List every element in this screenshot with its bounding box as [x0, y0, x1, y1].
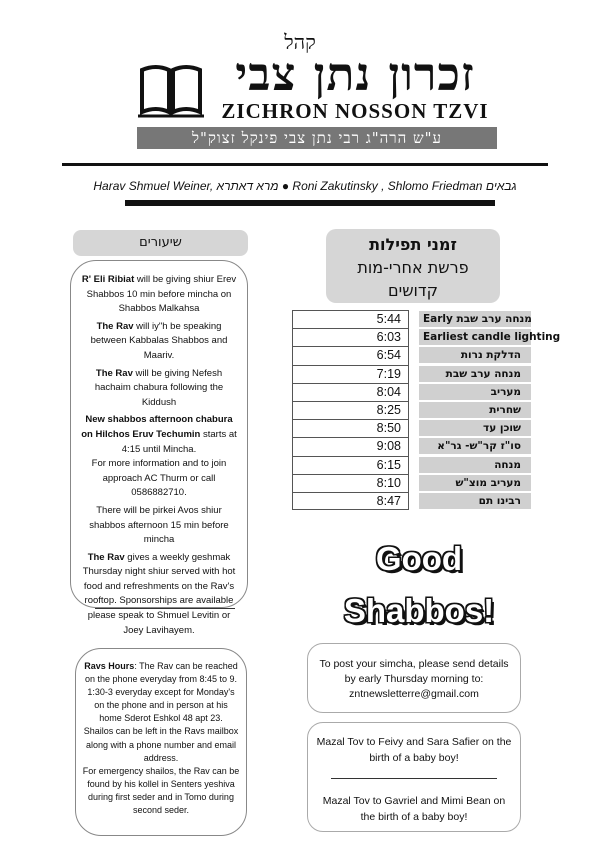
shiurim-box: [70, 260, 248, 636]
ravs-hours-intro: Ravs Hours: The Rav can be reached on the phone everyday from 8:45 to 9.: [84, 661, 238, 685]
greeting-line: Shabbos!: [343, 592, 495, 629]
zmanim-time: 8:10: [292, 474, 409, 492]
shiur-item: The Rav will iy"h be speaking between Kabbalas Shabbos and Maariv.: [90, 320, 228, 361]
zmanim-time: 8:25: [292, 401, 409, 419]
zmanim-row: [292, 437, 536, 455]
zmanim-label: מעריב מוצ"ש: [419, 475, 531, 491]
zmanim-row: [292, 419, 536, 437]
shiur-item: New shabbos afternoon chabura on Hilchos Eruv Techumin starts at 4:15 until Mincha.: [81, 414, 237, 455]
zmanim-label: Early מנחה ערב שבת: [419, 311, 531, 327]
zmanim-label: מנחה ערב שבת: [419, 366, 531, 382]
zmanim-title: זמני תפילות: [369, 235, 457, 254]
shiur-item: The Rav gives a weekly geshmak Thursday night shiur served with hot food and refreshments on the Rav's rooftop. Sponsorships are available please speak to Shmuel Levitin or Joey Lavihayem.: [82, 551, 236, 636]
zmanim-row: [292, 328, 561, 346]
zmanim-label: Earliest candle lighting: [419, 329, 531, 345]
parsha-name-cont: קדושים: [388, 281, 438, 300]
zmanim-label: שחרית: [419, 402, 531, 418]
ravs-hours-box: [75, 648, 247, 836]
zmanim-label: מעריב: [419, 384, 531, 400]
zmanim-row: [292, 474, 536, 492]
zmanim-label: הדלקת נרות: [419, 347, 531, 363]
zmanim-row: [292, 383, 536, 401]
zmanim-label: מנחה: [419, 457, 531, 473]
post-simcha-text: To post your simcha, please send details by early Thursday morning to: zntnewsletterre@gmail.com: [319, 658, 509, 700]
zmanim-label: סו"ז קר"ש- גר"א: [419, 438, 531, 454]
gabbaim-line: Harav Shmuel Weiner, מרא דאתרא ● Roni Zakutinsky , Shlomo Friedman גבאים: [93, 179, 517, 193]
zmanim-time: 9:08: [292, 437, 409, 455]
open-book-icon: [138, 58, 204, 118]
parsha-name: פרשת אחרי-מות: [357, 258, 469, 277]
english-title: ZICHRON NOSSON TZVI: [221, 99, 489, 123]
ravs-hours-line: For emergency shailos, the Rav can be found by his kollel in Senters yeshiva during first seder and in Tomo during second seder.: [82, 765, 240, 816]
dedication-banner: ע"ש הרה"ג רבי נתן צבי פינקל זצוק"ל: [137, 127, 497, 149]
mazal-tov-item: Mazal Tov to Feivy and Sara Safier on the birth of a baby boy!: [316, 736, 512, 764]
shiur-item: There will be pirkei Avos shiur shabbos afternoon 15 min before mincha: [89, 504, 229, 546]
good-shabbos-greeting: [300, 533, 538, 637]
mazal-tov-divider: [331, 778, 497, 779]
shiur-item: The Rav will be giving Nefesh hachaim chabura following the Kiddush: [94, 367, 224, 408]
hebrew-title: זכרון נתן צבי: [235, 47, 475, 101]
zmanim-time: 8:50: [292, 419, 409, 437]
zmanim-row: [292, 346, 536, 364]
zmanim-label: רבינו תם: [419, 493, 531, 509]
zmanim-time: 6:03: [292, 328, 409, 346]
zmanim-row: [292, 365, 536, 383]
greeting-line: Good: [375, 540, 463, 577]
thick-divider: [125, 200, 495, 206]
mazal-tov-item: Mazal Tov to Gavriel and Mimi Bean on the birth of a baby boy!: [322, 795, 506, 823]
zmanim-row: [292, 310, 536, 328]
mazal-tov-box: [307, 722, 521, 832]
kahal-label: קהל: [284, 30, 316, 54]
zmanim-time: 7:19: [292, 365, 409, 383]
zmanim-header: [326, 229, 500, 303]
zmanim-row: [292, 401, 536, 419]
zmanim-row: [292, 456, 536, 474]
ravs-hours-line: 1:30-3 everyday except for Monday's on the phone and in person at his home Sderot Eshkol 48 apt 23.: [87, 687, 235, 724]
shiurim-divider: [95, 608, 235, 609]
zmanim-row: [292, 492, 536, 510]
shiur-item: R' Eli Ribiat will be giving shiur Erev Shabbos 10 min before mincha on Shabbos Malkahsa: [81, 274, 237, 315]
zmanim-time: 8:47: [292, 492, 409, 510]
header-divider: [62, 163, 548, 166]
zmanim-table: [292, 310, 561, 510]
shiurim-title: שיעורים: [73, 230, 248, 256]
zmanim-time: 8:04: [292, 383, 409, 401]
zmanim-label: שוכן עד: [419, 420, 531, 436]
zmanim-time: 5:44: [292, 310, 409, 328]
post-simcha-box: [307, 643, 521, 713]
zmanim-time: 6:54: [292, 346, 409, 364]
zmanim-time: 6:15: [292, 456, 409, 474]
ravs-hours-line: Shailos can be left in the Ravs mailbox along with a phone number and email address.: [83, 726, 239, 763]
shiur-item: For more information and to join approach AC Thurm or call 0586882710.: [91, 458, 227, 499]
